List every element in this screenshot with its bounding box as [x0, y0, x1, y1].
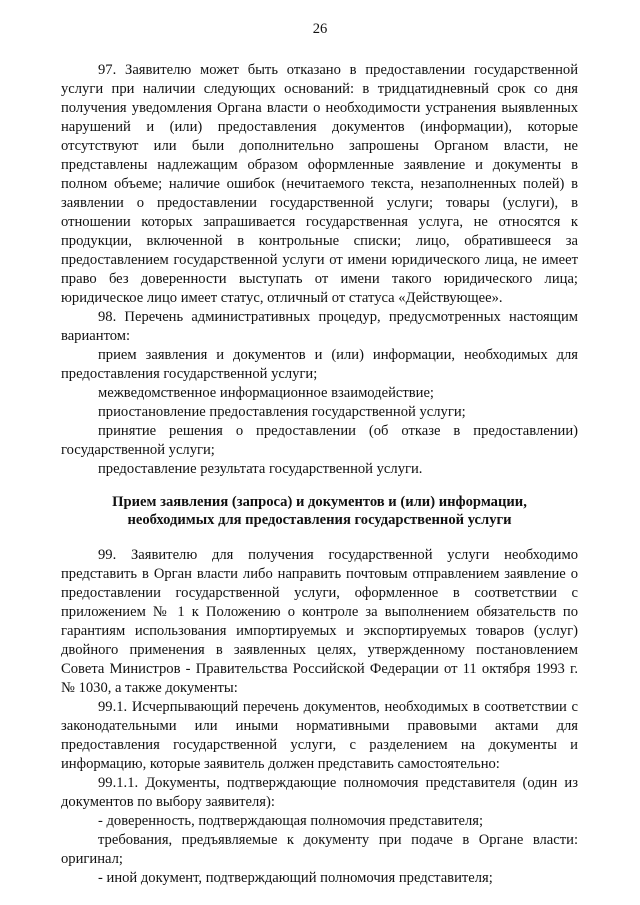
paragraph-98: 98. Перечень административных процедур, предусмотренных настоящим вариантом: [61, 309, 578, 344]
page-number: 26 [312, 21, 328, 37]
paragraph-97: 97. Заявителю может быть отказано в предоставлении государственной услуги при наличии следующих оснований: в тридцатидневный срок со дня получения уведомления Органа власти о необходимости устранения выявленных нарушений и (или) предоставления документов (информации), которые отсутствуют или были дополнительно запрошены Органом власти, не представлены надлежащим образом оформленные заявление и документы в полном объеме; наличие ошибок (нечитаемого текста, незаполненных полей) в заявлении о предоставлении государственной услуги; товары (услуги), в отношении которых запрашивается государственная услуга, не относятся к продукции, включенной в контрольные списки; лицо, обратившееся за предоставлением государственной услуги от имени юридического лица, не имеет право без доверенности выступать от имени такого юридического лица; юридическое лицо имеет статус, отличный от статуса «Действующее». [61, 62, 578, 306]
document-list-item: - иной документ, подтверждающий полномочия представителя; [98, 870, 493, 886]
paragraph-99-1: 99.1. Исчерпывающий перечень документов, необходимых в соответствии с законодательными или иными нормативными правовыми актами для предоставления государственной услуги, с разделением на документы и информацию, которые заявитель должен представить самостоятельно: [61, 699, 578, 772]
paragraph-99: 99. Заявителю для получения государственной услуги необходимо представить в Орган власти либо направить почтовым отправлением заявление о предоставлении государственной услуги, оформленное в соответствии с приложением № 1 к Положению о контроле за выполнением обязательств по гарантиям использования импортируемых и экспортируемых товаров (услуг) двойного применения в заявленных целях, утвержденному постановлением Совета Министров - Правительства Российской Федерации от 11 октября 1993 г. № 1030, а также документы: [61, 547, 578, 696]
procedure-item: принятие решения о предоставлении (об отказе в предоставлении) государственной услуги; [61, 423, 578, 458]
procedure-item: приостановление предоставления государственной услуги; [98, 404, 466, 420]
procedure-item: прием заявления и документов и (или) информации, необходимых для предоставления государственной услуги; [61, 347, 578, 382]
document-body [61, 61, 578, 888]
procedure-item: предоставление результата государственной услуги. [98, 461, 423, 477]
section-heading [61, 493, 578, 529]
procedure-item: межведомственное информационное взаимодействие; [98, 385, 434, 401]
section-heading-line: необходимых для предоставления государственной услуги [127, 512, 512, 528]
paragraph-99-1-1: 99.1.1. Документы, подтверждающие полномочия представителя (один из документов по выбору заявителя): [61, 775, 578, 810]
section-heading-line: Прием заявления (запроса) и документов и (или) информации, [112, 494, 527, 510]
document-list-item: - доверенность, подтверждающая полномочия представителя; [98, 813, 484, 829]
document-requirement: требования, предъявляемые к документу при подаче в Органе власти: оригинал; [61, 832, 578, 867]
